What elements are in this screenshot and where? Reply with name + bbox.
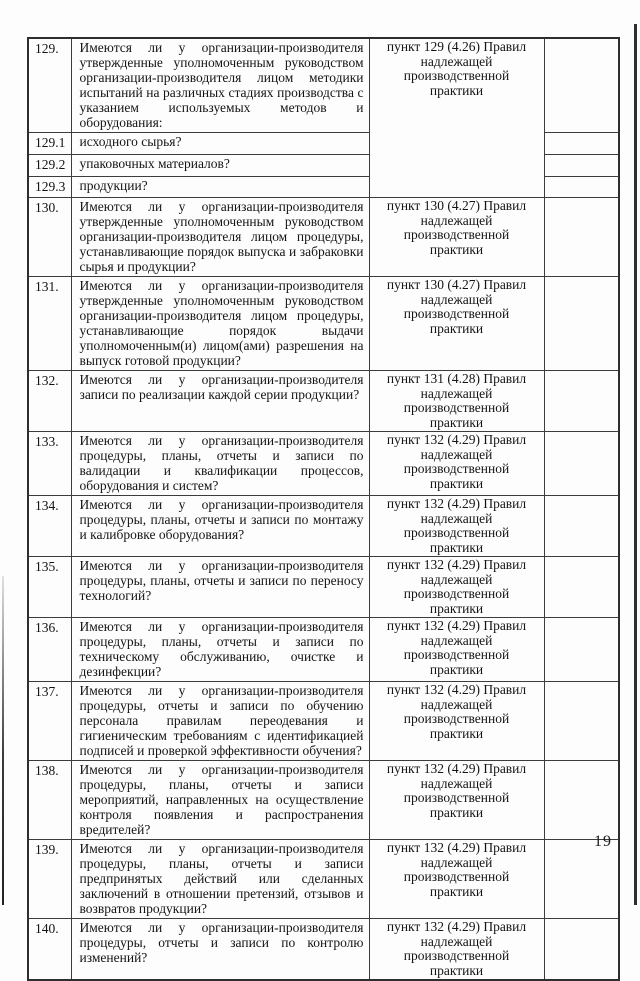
row-number-cell: 139. xyxy=(28,840,71,919)
reference-cell: пункт 132 (4.29) Правил надлежащей производственной практики xyxy=(369,682,544,761)
reference-cell: пункт 129 (4.26) Правил надлежащей производственной практики xyxy=(369,38,544,198)
question-cell: упаковочных материалов? xyxy=(71,155,369,177)
answer-cell xyxy=(544,761,619,840)
scan-edge-artifact-right xyxy=(634,24,637,905)
scan-edge-artifact-left xyxy=(2,576,4,905)
question-cell: Имеются ли у организации-производителя утвержденные уполномоченным руководством организации-производителя лицом процедуры, устанавливающие порядок выдачи уполномоченным(и) лицом(ами) разрешения на выпуск готовой продукции? xyxy=(71,277,369,371)
reference-cell: пункт 132 (4.29) Правил надлежащей производственной практики xyxy=(369,618,544,682)
answer-cell xyxy=(544,371,619,432)
question-cell: Имеются ли у организации-производителя процедуры, планы, отчеты и записи по монтажу и калибровке оборудования? xyxy=(71,496,369,557)
question-cell: Имеются ли у организации-производителя процедуры, отчеты и записи по контролю изменений? xyxy=(71,919,369,981)
row-number-cell: 135. xyxy=(28,557,71,618)
reference-cell: пункт 132 (4.29) Правил надлежащей производственной практики xyxy=(369,761,544,840)
row-number-cell: 132. xyxy=(28,371,71,432)
table-row xyxy=(28,432,619,496)
table-row xyxy=(28,840,619,919)
row-number-cell: 137. xyxy=(28,682,71,761)
reference-cell: пункт 130 (4.27) Правил надлежащей производственной практики xyxy=(369,277,544,371)
question-cell: Имеются ли у организации-производителя процедуры, планы, отчеты и записи предпринятых действий или сделанных заключений в отношении претензий, отзывов и возвратов продукции? xyxy=(71,840,369,919)
row-number-cell: 134. xyxy=(28,496,71,557)
answer-cell xyxy=(544,682,619,761)
row-number-cell: 140. xyxy=(28,919,71,981)
question-cell: Имеются ли у организации-производителя процедуры, планы, отчеты и записи мероприятий, направленных на осуществление контроля появления и распространения вредителей? xyxy=(71,761,369,840)
page-number: 19 xyxy=(594,833,612,850)
row-number-cell: 131. xyxy=(28,277,71,371)
question-cell: Имеются ли у организации-производителя процедуры, планы, отчеты и записи по техническому обслуживанию, очистке и дезинфекции? xyxy=(71,618,369,682)
table-row xyxy=(28,618,619,682)
answer-cell xyxy=(544,198,619,277)
question-cell: Имеются ли у организации-производителя утвержденные уполномоченным руководством организации-производителя лицом методики испытаний на различных стадиях производства с указанием используемых методов и оборудования: xyxy=(71,38,369,133)
table-row xyxy=(28,557,619,618)
reference-cell: пункт 132 (4.29) Правил надлежащей производственной практики xyxy=(369,557,544,618)
table-row xyxy=(28,682,619,761)
question-cell: Имеются ли у организации-производителя процедуры, отчеты и записи по обучению персонала правилам переодевания и гигиеническим требованиям с идентификацией подписей и проверкой эффективности обучения? xyxy=(71,682,369,761)
row-number-cell: 133. xyxy=(28,432,71,496)
compliance-checklist-table xyxy=(27,37,620,981)
answer-cell xyxy=(544,38,619,133)
table-row xyxy=(28,198,619,277)
row-number-cell: 130. xyxy=(28,198,71,277)
answer-cell xyxy=(544,919,619,981)
row-number-cell: 129.2 xyxy=(28,155,71,177)
answer-cell xyxy=(544,840,619,919)
question-cell: продукции? xyxy=(71,177,369,198)
answer-cell xyxy=(544,496,619,557)
row-number-cell: 136. xyxy=(28,618,71,682)
reference-cell: пункт 130 (4.27) Правил надлежащей производственной практики xyxy=(369,198,544,277)
reference-cell: пункт 132 (4.29) Правил надлежащей производственной практики xyxy=(369,840,544,919)
row-number-cell: 129.1 xyxy=(28,133,71,155)
question-cell: Имеются ли у организации-производителя процедуры, планы, отчеты и записи по валидации и квалификации процессов, оборудования и систем? xyxy=(71,432,369,496)
reference-cell: пункт 131 (4.28) Правил надлежащей производственной практики xyxy=(369,371,544,432)
question-cell: Имеются ли у организации-производителя процедуры, планы, отчеты и записи по переносу технологий? xyxy=(71,557,369,618)
question-cell: Имеются ли у организации-производителя записи по реализации каждой серии продукции? xyxy=(71,371,369,432)
answer-cell xyxy=(544,432,619,496)
answer-cell xyxy=(544,177,619,198)
answer-cell xyxy=(544,277,619,371)
table-row xyxy=(28,277,619,371)
row-number-cell: 138. xyxy=(28,761,71,840)
row-number-cell: 129.3 xyxy=(28,177,71,198)
answer-cell xyxy=(544,133,619,155)
table-row xyxy=(28,496,619,557)
table-row xyxy=(28,919,619,981)
reference-cell: пункт 132 (4.29) Правил надлежащей производственной практики xyxy=(369,432,544,496)
question-cell: исходного сырья? xyxy=(71,133,369,155)
answer-cell xyxy=(544,618,619,682)
table-row xyxy=(28,38,619,133)
table-row xyxy=(28,371,619,432)
reference-cell: пункт 132 (4.29) Правил надлежащей производственной практики xyxy=(369,496,544,557)
table-row xyxy=(28,761,619,840)
answer-cell xyxy=(544,557,619,618)
row-number-cell: 129. xyxy=(28,38,71,133)
question-cell: Имеются ли у организации-производителя утвержденные уполномоченным руководством организации-производителя лицом процедуры, устанавливающие порядок выпуска и забраковки сырья и продукции? xyxy=(71,198,369,277)
reference-cell: пункт 132 (4.29) Правил надлежащей производственной практики xyxy=(369,919,544,981)
answer-cell xyxy=(544,155,619,177)
